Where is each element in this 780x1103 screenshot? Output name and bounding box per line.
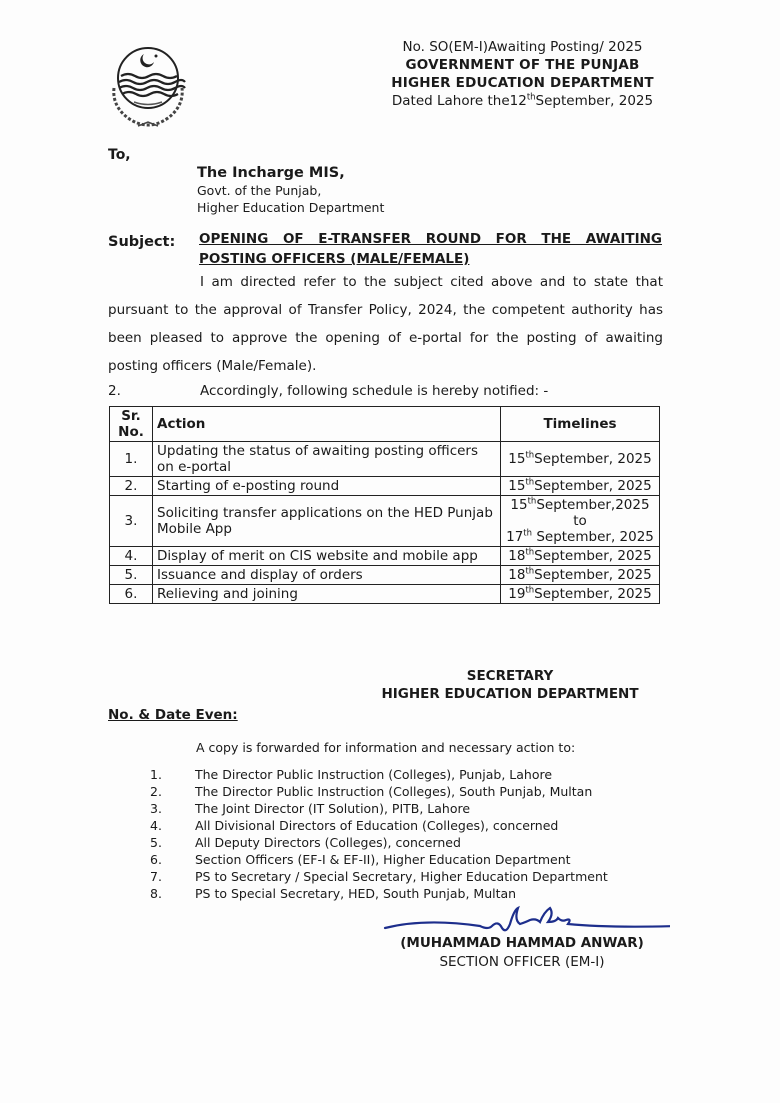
cell-action: Relieving and joining	[153, 585, 501, 604]
list-item	[150, 851, 608, 868]
paragraph-number: 2.	[108, 383, 121, 399]
table-row	[110, 442, 660, 477]
list-item-number: 2.	[150, 784, 162, 799]
cell-action: Display of merit on CIS website and mobile app	[153, 547, 501, 566]
list-item-text: All Divisional Directors of Education (Colleges), concerned	[195, 818, 559, 833]
list-item-number: 6.	[150, 852, 162, 867]
schedule-intro	[108, 383, 549, 399]
copy-forwarded-text: A copy is forwarded for information and necessary action to:	[196, 740, 576, 755]
list-item	[150, 766, 608, 783]
list-item-text: PS to Special Secretary, HED, South Punjab, Multan	[195, 886, 517, 901]
list-item-text: PS to Secretary / Special Secretary, Higher Education Department	[195, 869, 608, 884]
table-header-row	[110, 407, 660, 442]
schedule-table	[109, 406, 660, 604]
list-item	[150, 800, 608, 817]
cell-sr-no: 1.	[110, 442, 153, 477]
subject-line: POSTING OFFICERS (MALE/FEMALE)	[199, 251, 470, 267]
reference-number: No. SO(EM-I)Awaiting Posting/ 2025	[402, 39, 643, 55]
list-item	[150, 817, 608, 834]
subject-text	[199, 229, 662, 269]
table-row	[110, 585, 660, 604]
punjab-government-logo	[108, 40, 188, 132]
header-action: Action	[153, 407, 501, 442]
to-label: To,	[108, 147, 131, 163]
cell-sr-no: 3.	[110, 496, 153, 547]
subject-line: OPENING OF E-TRANSFER ROUND FOR THE AWAITING	[199, 231, 662, 247]
cell-action: Soliciting transfer applications on the HED Punjab Mobile App	[153, 496, 501, 547]
cell-timeline: 15thSeptember,2025 to 17th September, 2025	[501, 496, 660, 547]
department-name: HIGHER EDUCATION DEPARTMENT	[391, 75, 654, 91]
no-date-even-label: No. & Date Even:	[108, 707, 238, 723]
cell-action: Issuance and display of orders	[153, 566, 501, 585]
cell-sr-no: 6.	[110, 585, 153, 604]
header-timelines: Timelines	[501, 407, 660, 442]
secretary-block	[380, 667, 640, 703]
schedule-intro-text: Accordingly, following schedule is hereby notified: -	[200, 383, 549, 399]
cell-sr-no: 2.	[110, 477, 153, 496]
cell-timeline: 18thSeptember, 2025	[501, 547, 660, 566]
punjab-emblem-icon	[108, 40, 188, 132]
signatory-designation: SECTION OFFICER (EM-I)	[439, 954, 605, 970]
secretary-title: SECRETARY	[466, 668, 554, 684]
table-row	[110, 547, 660, 566]
list-item	[150, 783, 608, 800]
list-item-number: 4.	[150, 818, 162, 833]
letter-header	[385, 38, 660, 110]
body-paragraph: I am directed refer to the subject cited above and to state that pursuant to the approval of Transfer Policy, 2024, the competent authority has been pleased to approve the opening of e-portal for the posting of awaiting posting officers (Male/Female).	[108, 274, 663, 374]
list-item-text: All Deputy Directors (Colleges), concerned	[195, 835, 461, 850]
copy-to-list	[150, 766, 608, 902]
cell-action: Updating the status of awaiting posting officers on e-portal	[153, 442, 501, 477]
signatory-name: (MUHAMMAD HAMMAD ANWAR)	[400, 935, 644, 951]
secretary-department: HIGHER EDUCATION DEPARTMENT	[381, 686, 639, 702]
cell-timeline: 15thSeptember, 2025	[501, 477, 660, 496]
header-sr-no: Sr. No.	[110, 407, 153, 442]
list-item	[150, 868, 608, 885]
government-name: GOVERNMENT OF THE PUNJAB	[405, 57, 640, 73]
list-item	[150, 834, 608, 851]
list-item-text: Section Officers (EF-I & EF-II), Higher Education Department	[195, 852, 571, 867]
letter-date: Dated Lahore the12thSeptember, 2025	[391, 92, 654, 109]
list-item-number: 3.	[150, 801, 162, 816]
subject-label: Subject:	[108, 234, 176, 250]
signature	[380, 900, 670, 940]
cell-sr-no: 4.	[110, 547, 153, 566]
cell-timeline: 19thSeptember, 2025	[501, 585, 660, 604]
table-row	[110, 496, 660, 547]
list-item-text: The Director Public Instruction (Colleges), South Punjab, Multan	[195, 784, 593, 799]
list-item-number: 5.	[150, 835, 162, 850]
list-item-number: 7.	[150, 869, 162, 884]
recipient-name: The Incharge MIS,	[197, 165, 345, 181]
recipient-line: Higher Education Department	[197, 200, 385, 215]
recipient-line: Govt. of the Punjab,	[197, 183, 322, 198]
recipient-address	[197, 165, 384, 216]
cell-action: Starting of e-posting round	[153, 477, 501, 496]
cell-timeline: 18thSeptember, 2025	[501, 566, 660, 585]
list-item-text: The Director Public Instruction (Colleges), Punjab, Lahore	[195, 767, 553, 782]
list-item-number: 1.	[150, 767, 162, 782]
table-row	[110, 477, 660, 496]
cell-timeline: 15thSeptember, 2025	[501, 442, 660, 477]
list-item-text: The Joint Director (IT Solution), PITB, Lahore	[195, 801, 471, 816]
signature-icon	[380, 900, 670, 940]
table-row	[110, 566, 660, 585]
cell-sr-no: 5.	[110, 566, 153, 585]
list-item-number: 8.	[150, 886, 162, 901]
